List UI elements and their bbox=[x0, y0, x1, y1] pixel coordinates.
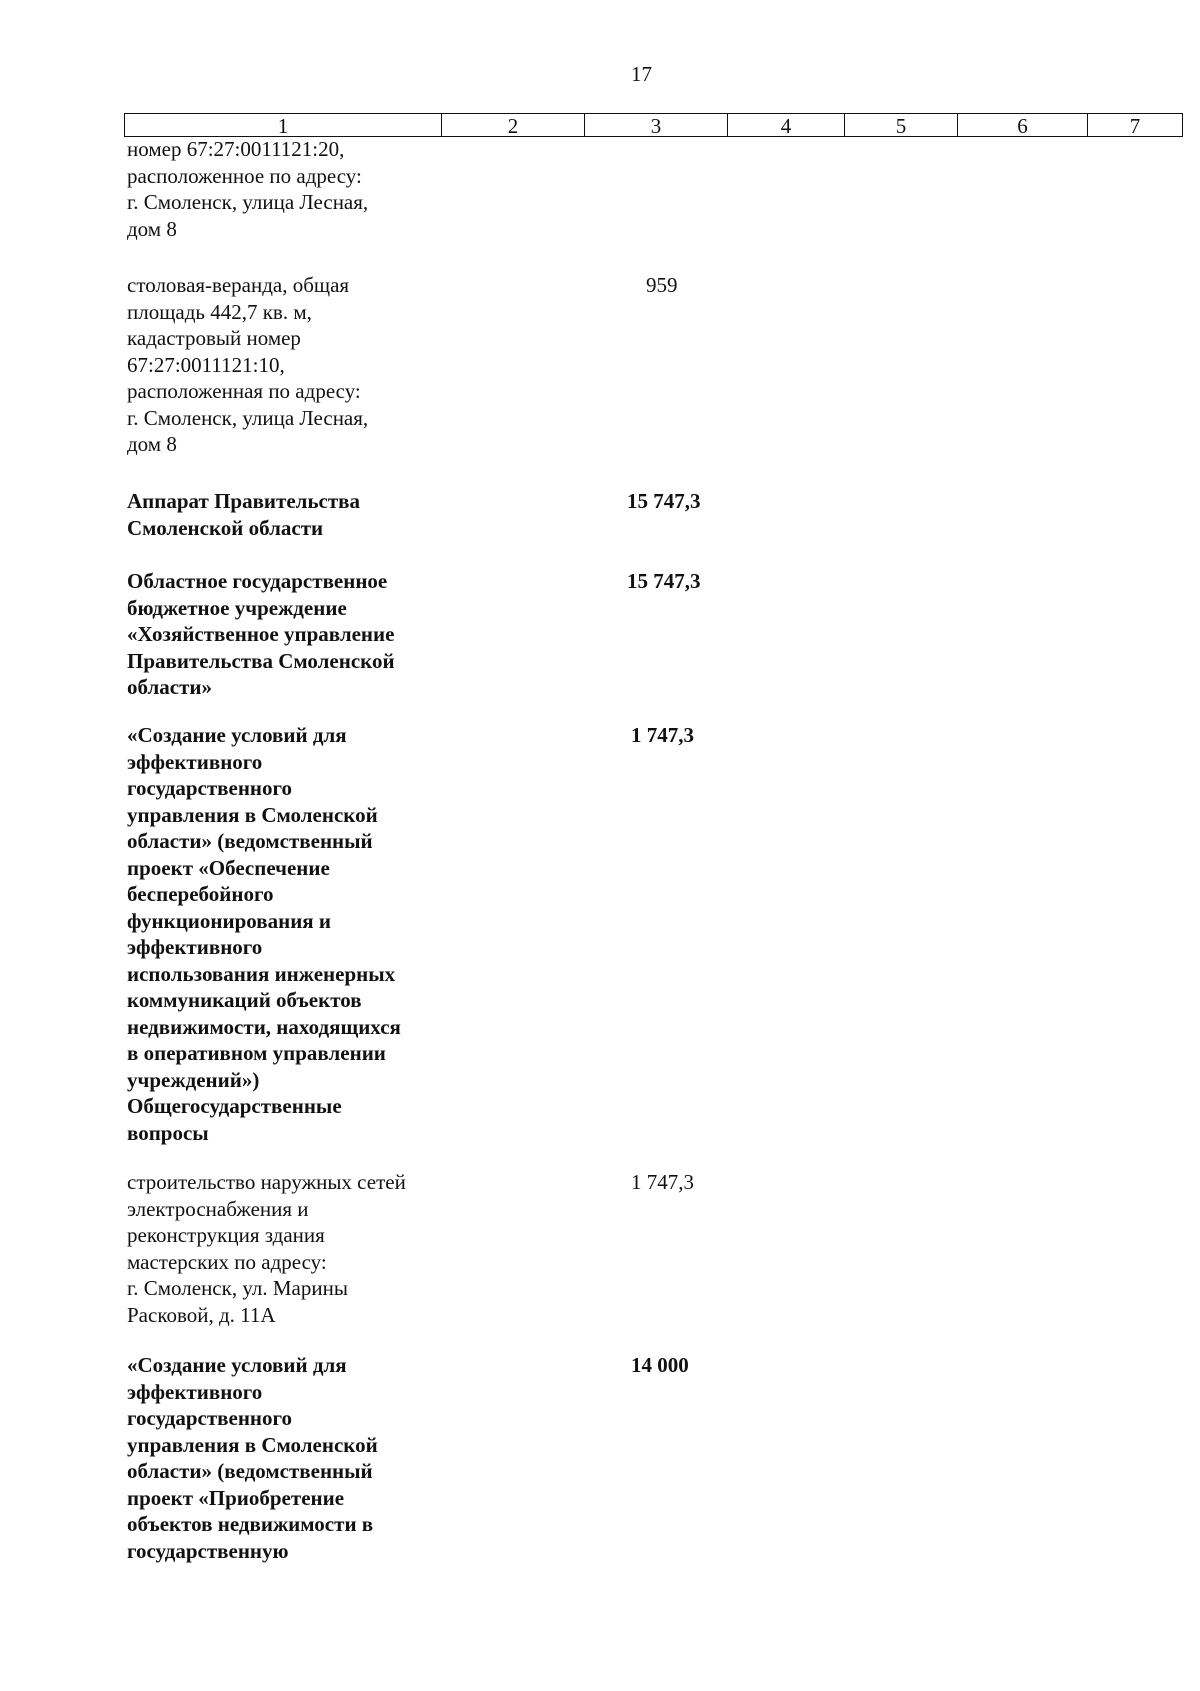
column-header-row bbox=[124, 113, 1183, 137]
amount-dining-veranda: 959 bbox=[646, 273, 678, 297]
amount-project-real-estate-acquisition: 14 000 bbox=[631, 1353, 689, 1377]
column-header-7: 7 bbox=[1088, 114, 1183, 137]
table-row-power-networks-construction: строительство наружных сетей электроснабжения и реконструкция здания мастерских по адресу: г. Смоленск, ул. Марины Расковой, д. 11А bbox=[127, 1170, 406, 1327]
table-row-project-engineering-communications: «Создание условий для эффективного государственного управления в Смоленской области» (ведомственный проект «Обеспечение бесперебойного функционирования и эффективного использования инженерных коммуникаций объектов недвижимости, находящихся в оперативном управлении учреждений») Общегосударственные вопросы bbox=[127, 723, 401, 1145]
table-row-dining-veranda: столовая-веранда, общая площадь 442,7 кв. м, кадастровый номер 67:27:0011121:10, расположенная по адресу: г. Смоленск, улица Лесная, дом 8 bbox=[127, 273, 369, 456]
table-row-government-apparatus: Аппарат Правительства Смоленской области bbox=[127, 489, 361, 540]
column-header-2: 2 bbox=[442, 114, 585, 137]
column-header-5: 5 bbox=[845, 114, 958, 137]
column-header-1: 1 bbox=[125, 114, 442, 137]
amount-power-networks-construction: 1 747,3 bbox=[631, 1170, 694, 1194]
column-header-6: 6 bbox=[958, 114, 1088, 137]
table-row-object-description-continued: номер 67:27:0011121:20, расположенное по адресу: г. Смоленск, улица Лесная, дом 8 bbox=[127, 137, 369, 241]
amount-budget-institution: 15 747,3 bbox=[627, 569, 701, 593]
amount-project-engineering-communications: 1 747,3 bbox=[631, 723, 694, 747]
page-number: 17 bbox=[631, 62, 652, 86]
amount-government-apparatus: 15 747,3 bbox=[627, 489, 701, 513]
table-row-project-real-estate-acquisition: «Создание условий для эффективного государственного управления в Смоленской области» (ведомственный проект «Приобретение объектов недвижимости в государственную bbox=[127, 1353, 378, 1563]
column-header-4: 4 bbox=[728, 114, 845, 137]
table-row-budget-institution: Областное государственное бюджетное учреждение «Хозяйственное управление Правительства Смоленской области» bbox=[127, 569, 395, 699]
column-header-3: 3 bbox=[585, 114, 728, 137]
